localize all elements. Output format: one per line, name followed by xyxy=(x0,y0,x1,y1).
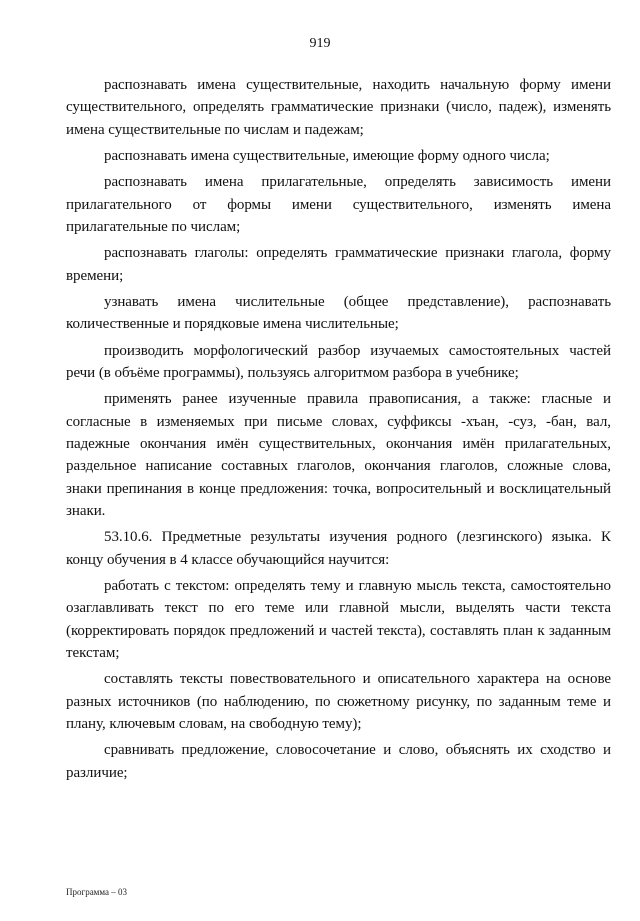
paragraph-spelling-rules: применять ранее изученные правила правописания, а также: гласные и согласные в изменяемых при письме словах, суффиксы -хъан, -суз, -бан, вал, падежные окончания имён существительных, окончания имён прилагательных, раздельное написание составных глаголов, окончания глаголов, сложные слова, знаки препинания в конце предложения: точка, вопросительный и восклицательный знаки. xyxy=(66,391,611,519)
paragraph-comparison: сравнивать предложение, словосочетание и слово, объяснять их сходство и различие; xyxy=(66,742,611,781)
paragraph-numerals: узнавать имена числительные (общее представление), распознавать количественные и порядковые имена числительные; xyxy=(66,294,611,333)
body-text xyxy=(66,74,611,788)
paragraph-morphological-analysis: производить морфологический разбор изучаемых самостоятельных частей речи (в объёме программы), пользуясь алгоритмом разбора в учебнике; xyxy=(66,342,611,382)
paragraph-text-composition: составлять тексты повествовательного и описательного характера на основе разных источников (по наблюдению, по сюжетному рисунку, по заданным теме и плану, ключевым словам, на свободную тему); xyxy=(66,671,611,732)
paragraph-verbs: распознавать глаголы: определять грамматические признаки глагола, форму времени; xyxy=(66,245,611,284)
paragraph-section-heading: 53.10.6. Предметные результаты изучения родного (лезгинского) языка. К концу обучения в 4 классе обучающийся научится: xyxy=(66,529,611,568)
page-number: 919 xyxy=(309,36,331,51)
page-footer: Программа – 03 xyxy=(66,887,128,897)
paragraph-adjectives: распознавать имена прилагательные, определять зависимость имени прилагательного от формы имени существительного, изменять имена прилагательные по числам; xyxy=(66,174,611,235)
paragraph-nouns-single-number: распознавать имена существительные, имеющие форму одного числа; xyxy=(104,147,550,164)
paragraph-text-work: работать с текстом: определять тему и главную мысль текста, самостоятельно озаглавливать текст по его теме или главной мысли, выделять части текста (корректировать порядок предложений и частей текста), составлять план к заданным текстам; xyxy=(66,577,611,661)
paragraph-nouns: распознавать имена существительные, находить начальную форму имени существительного, определять грамматические признаки (число, падеж), изменять имена существительные по числам и падежам; xyxy=(66,77,611,138)
